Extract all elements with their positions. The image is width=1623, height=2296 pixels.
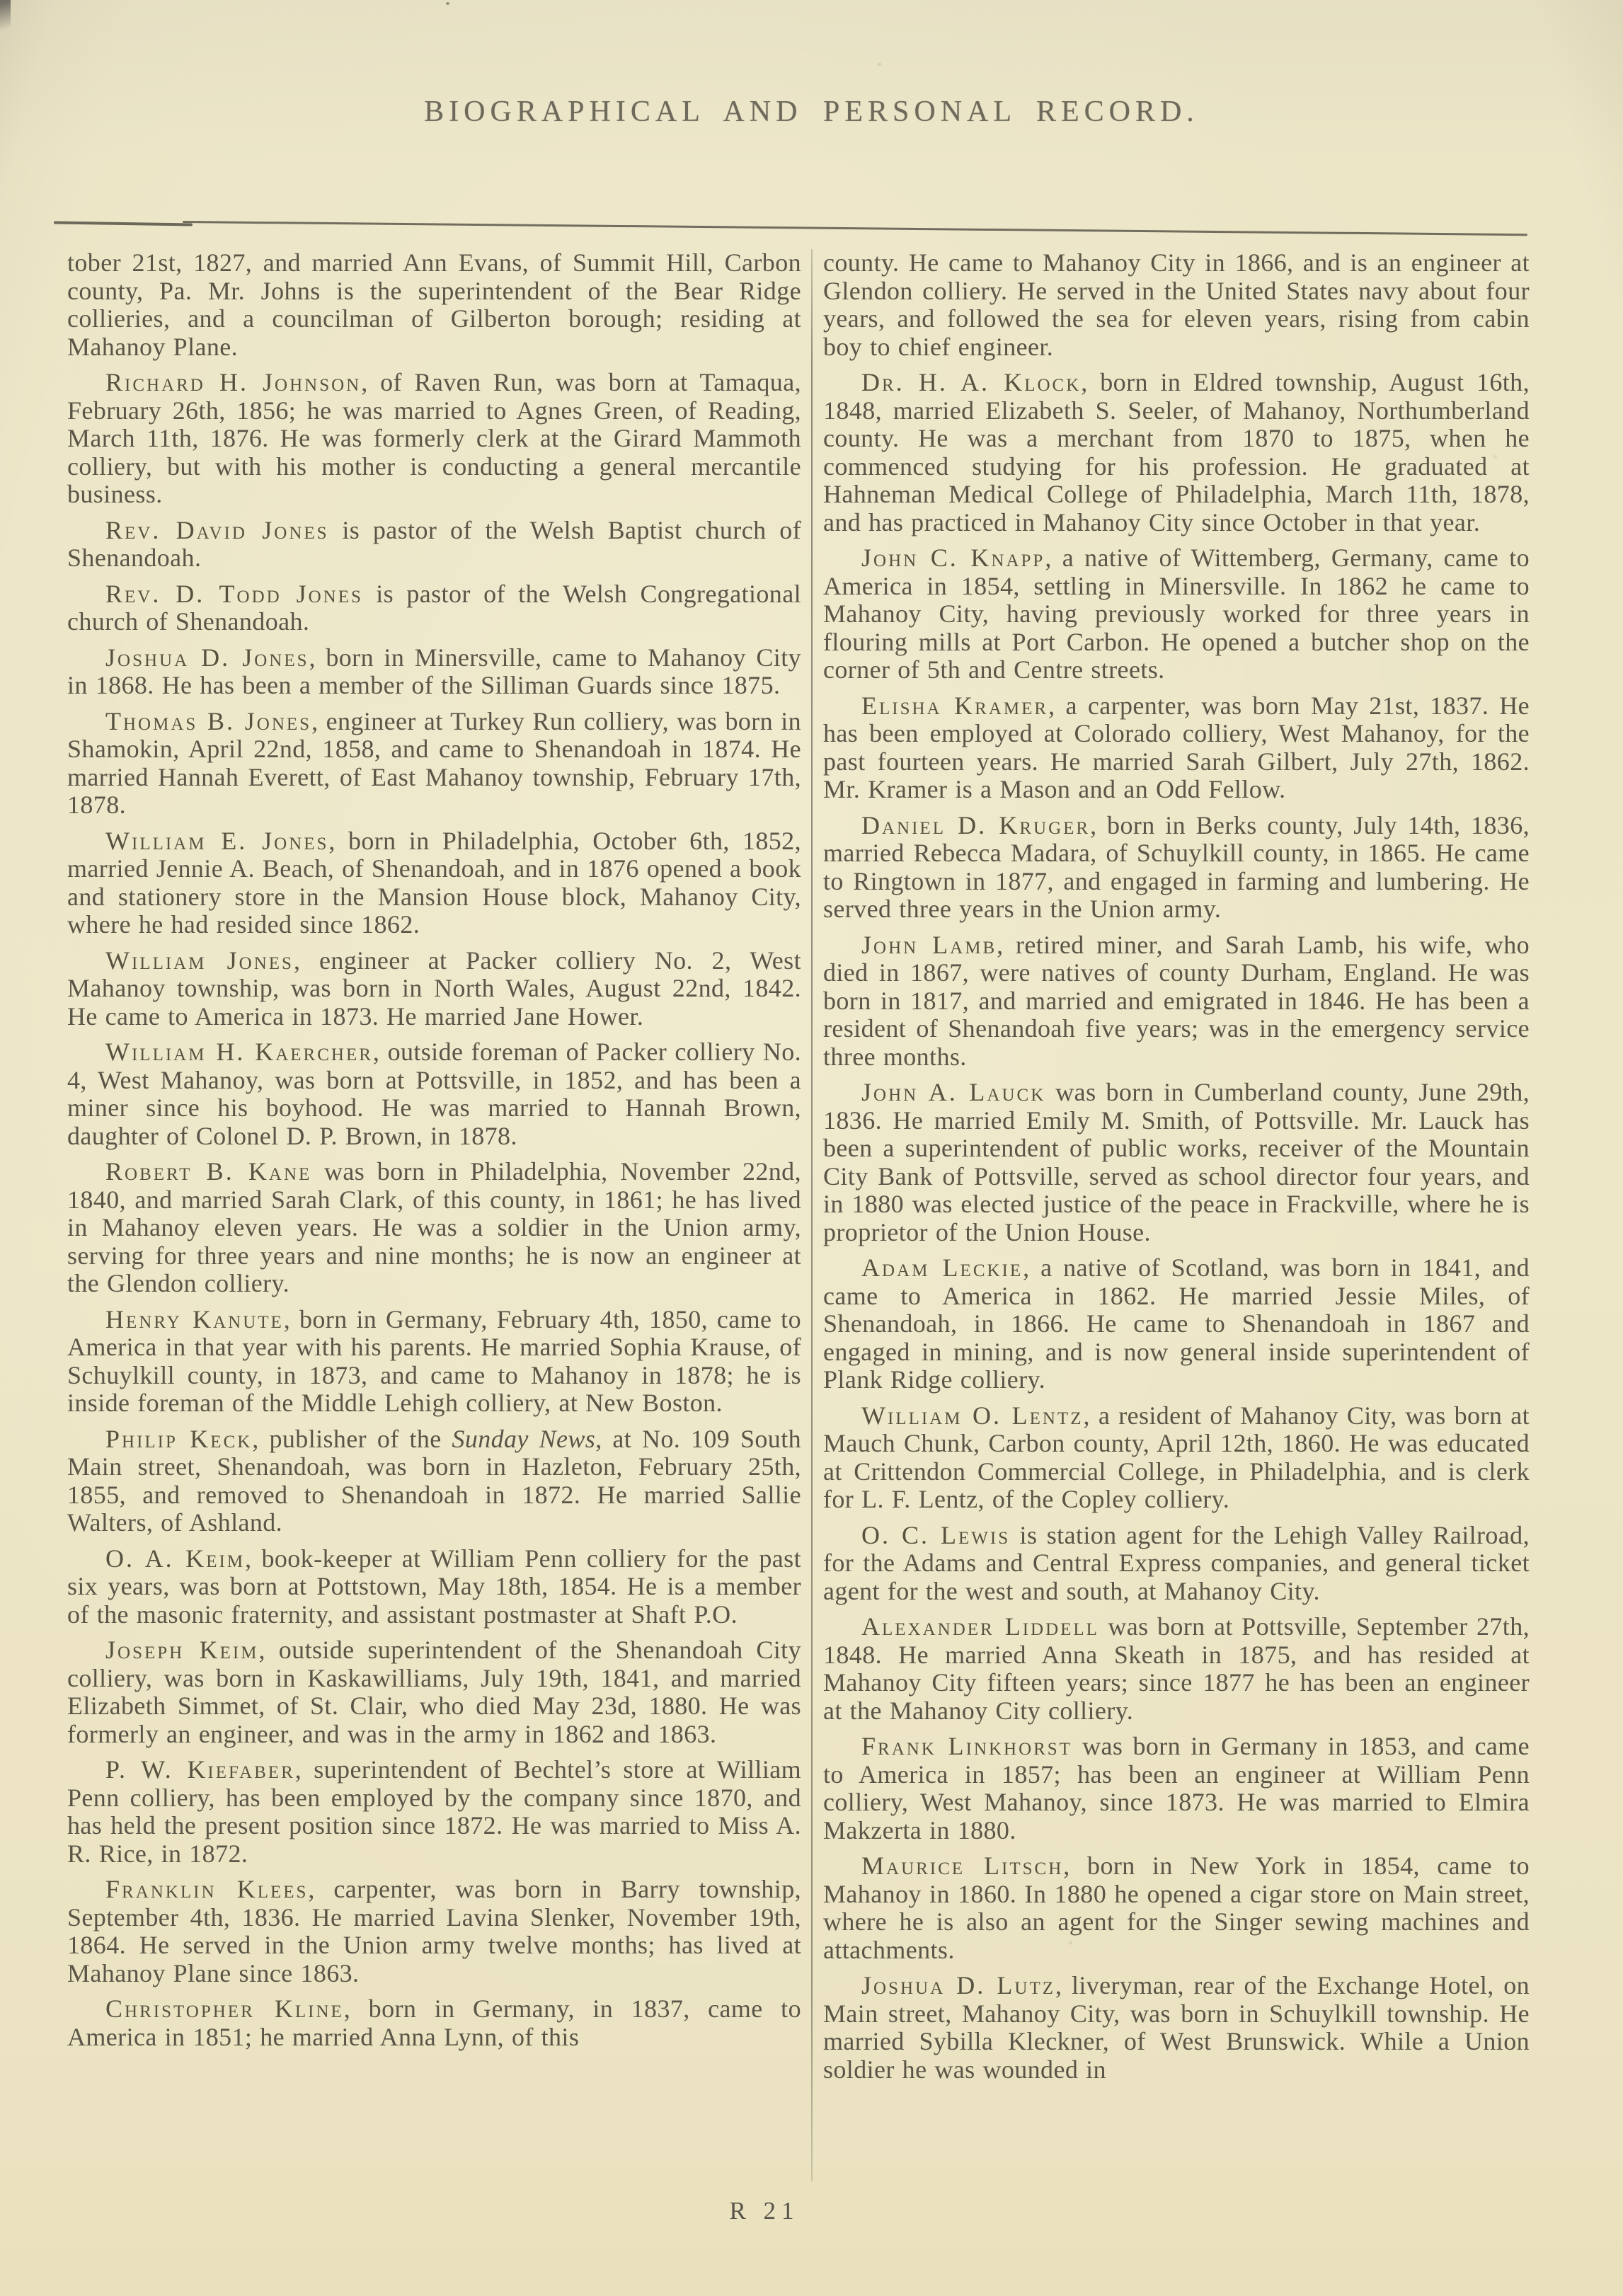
scan-speck-artifact	[446, 2, 449, 5]
person-name: Henry Kanute	[105, 1304, 284, 1333]
bio-paragraph: Thomas B. Jones, engineer at Turkey Run colliery, was born in Shamokin, April 22nd, 1858, and came to Shenandoah in 1874. He married Hannah Everett, of East Mahanoy township, February 17th, 1878.	[67, 706, 802, 819]
text-column-left	[67, 249, 801, 2059]
bio-paragraph: P. W. Kiefaber, superintendent of Bechtel’s store at William Penn colliery, has been employed by the company since 1870, and has held the present position since 1872. He was married to Miss A. R. Rice, in 1872.	[67, 1755, 801, 1868]
bio-paragraph: Dr. H. A. Klock, born in Eldred township, August 16th, 1848, married Elizabeth S. Seeler, of Mahanoy, Northumberland county. He was a merchant from 1870 to 1875, when he commenced studying for his profession. He graduated at Hahneman Medical College of Philadelphia, March 11th, 1878, and has practiced in Mahanoy City since October in that year.	[823, 368, 1530, 536]
bio-paragraph: John Lamb, retired miner, and Sarah Lamb, his wife, who died in 1867, were natives of county Durham, England. He was born in 1817, and married and emigrated in 1846. He has been a resident of Shenandoah five years; was in the emergency service three months.	[823, 930, 1530, 1071]
person-name: O. C. Lewis	[861, 1520, 1011, 1549]
bio-paragraph: Alexander Liddell was born at Pottsville, September 27th, 1848. He married Anna Skeath in 1875, and has resided at Mahanoy City fifteen years; since 1877 he has been an engineer at the Mahanoy City colliery.	[823, 1612, 1530, 1725]
person-name: Joseph Keim	[105, 1636, 259, 1664]
person-name: Joshua D. Jones	[105, 643, 309, 672]
person-name: William Jones	[105, 946, 294, 975]
bio-paragraph: Christopher Kline, born in Germany, in 1837, came to America in 1851; he married Anna Lynn, of this	[67, 1994, 801, 2051]
header-rule	[183, 221, 1527, 236]
bio-paragraph: Philip Keck, publisher of the Sunday News, at No. 109 South Main street, Shenandoah, was born in Hazleton, February 25th, 1855, and removed to Shenandoah in 1872. He married Sallie Walters, of Ashland.	[67, 1424, 801, 1537]
person-name: Richard H. Johnson	[105, 368, 362, 396]
person-name: Adam Leckie	[861, 1253, 1023, 1282]
person-name: Elisha Kramer	[861, 691, 1049, 720]
bio-paragraph: William E. Jones, born in Philadelphia, October 6th, 1852, married Jennie A. Beach, of Shenandoah, and in 1876 opened a book and stationery store in the Mansion House block, Mahanoy City, where he had resided since 1862.	[67, 826, 801, 939]
person-name: Joshua D. Lutz	[861, 1971, 1056, 1999]
person-name: Thomas B. Jones	[105, 706, 312, 735]
person-name: Christopher Kline	[105, 1994, 344, 2023]
person-name: Alexander Liddell	[861, 1612, 1099, 1641]
column-divider-rule	[811, 249, 813, 2181]
page-header-title: BIOGRAPHICAL AND PERSONAL RECORD.	[424, 96, 1199, 128]
person-name: O. A. Keim	[105, 1544, 246, 1573]
bio-paragraph: Maurice Litsch, born in New York in 1854, came to Mahanoy in 1860. In 1880 he opened a cigar store on Main street, where he is also an agent for the Singer sewing machines and attachments.	[823, 1852, 1530, 1964]
printer-signature: R 21	[729, 2197, 800, 2225]
person-name: Dr. H. A. Klock	[861, 368, 1082, 396]
bio-paragraph: Joshua D. Lutz, liveryman, rear of the Exchange Hotel, on Main street, Mahanoy City, was born in Schuylkill township. He married Sybilla Kleckner, of West Brunswick. While a Union soldier he was wounded in	[823, 1971, 1530, 2084]
person-name: P. W. Kiefaber	[105, 1755, 295, 1784]
person-name: Rev. D. Todd Jones	[105, 579, 363, 608]
person-name: John Lamb	[861, 930, 997, 959]
person-name: William O. Lentz	[861, 1401, 1084, 1430]
person-name: John A. Lauck	[861, 1078, 1046, 1106]
person-name: John C. Knapp	[861, 544, 1045, 572]
bio-paragraph: Elisha Kramer, a carpenter, was born May 21st, 1837. He has been employed at Colorado colliery, West Mahanoy, for the past fourteen years. He married Sarah Gilbert, July 27th, 1862. Mr. Kramer is a Mason and an Odd Fellow.	[823, 691, 1530, 803]
text-column-right	[823, 249, 1530, 2091]
bio-paragraph: O. A. Keim, book-keeper at William Penn colliery for the past six years, was born at Pottstown, May 18th, 1854. He is a member of the masonic fraternity, and assistant postmaster at Shaft P.O.	[67, 1544, 801, 1629]
bio-paragraph: Franklin Klees, carpenter, was born in Barry township, September 4th, 1836. He married Lavina Slenker, November 19th, 1864. He served in the Union army twelve months; has lived at Mahanoy Plane since 1863.	[67, 1875, 801, 1987]
person-name: Philip Keck	[105, 1424, 253, 1453]
bio-paragraph: William O. Lentz, a resident of Mahanoy City, was born at Mauch Chunk, Carbon county, April 12th, 1860. He was educated at Crittendon Commercial College, in Philadelphia, and is clerk for L. F. Lentz, of the Copley colliery.	[823, 1401, 1530, 1513]
person-name: William E. Jones	[105, 826, 329, 855]
bio-paragraph: William H. Kaercher, outside foreman of Packer colliery No. 4, West Mahanoy, was born at Pottsville, in 1852, and has been a miner since his boyhood. He was married to Hannah Brown, daughter of Colonel D. P. Brown, in 1878.	[67, 1038, 801, 1150]
bio-paragraph: Henry Kanute, born in Germany, February 4th, 1850, came to America in that year with his parents. He married Sophia Krause, of Schuylkill county, in 1873, and came to Mahanoy in 1878; he is inside foreman of the Middle Lehigh colliery, at New Boston.	[67, 1304, 801, 1417]
header-rule-segment	[54, 221, 193, 226]
bio-paragraph: Robert B. Kane was born in Philadelphia, November 22nd, 1840, and married Sarah Clark, of this county, in 1861; he has lived in Mahanoy eleven years. He was a soldier in the Union army, serving for three years and nine months; he is now an engineer at the Glendon colliery.	[67, 1157, 801, 1297]
bio-paragraph: Adam Leckie, a native of Scotland, was born in 1841, and came to America in 1862. He married Jessie Miles, of Shenandoah, in 1866. He came to Shenandoah in 1867 and engaged in mining, and is now general inside superintendent of Plank Ridge colliery.	[823, 1253, 1530, 1394]
bio-paragraph: Daniel D. Kruger, born in Berks county, July 14th, 1836, married Rebecca Madara, of Schuylkill county, in 1865. He came to Ringtown in 1877, and engaged in farming and lumbering. He served three years in the Union army.	[823, 810, 1530, 923]
bio-paragraph: John A. Lauck was born in Cumberland county, June 29th, 1836. He married Emily M. Smith, of Pottsville. Mr. Lauck has been a superintendent of public works, receiver of the Mountain City Bank of Pottsville, served as school director four years, and in 1880 was elected justice of the peace in Frackville, where he is proprietor of the Union House.	[823, 1078, 1530, 1246]
bio-paragraph: tober 21st, 1827, and married Ann Evans, of Summit Hill, Carbon county, Pa. Mr. Johns is the superintendent of the Bear Ridge collieries, and a councilman of Gilberton borough; residing at Mahanoy Plane.	[67, 248, 801, 361]
bio-paragraph: Joshua D. Jones, born in Minersville, came to Mahanoy City in 1868. He has been a member of the Silliman Guards since 1875.	[67, 643, 801, 699]
bio-paragraph: William Jones, engineer at Packer colliery No. 2, West Mahanoy township, was born in North Wales, August 22nd, 1842. He came to America in 1873. He married Jane Hower.	[67, 946, 801, 1031]
bio-paragraph: county. He came to Mahanoy City in 1866, and is an engineer at Glendon colliery. He served in the United States navy about four years, and followed the sea for eleven years, rising from cabin boy to chief engineer.	[823, 248, 1530, 361]
bio-paragraph: Joseph Keim, outside superintendent of the Shenandoah City colliery, was born in Kaskawilliams, July 19th, 1841, and married Elizabeth Simmet, of St. Clair, who died May 23d, 1880. He was formerly an engineer, and was in the army in 1862 and 1863.	[67, 1636, 801, 1748]
person-name: William H. Kaercher	[105, 1038, 373, 1066]
person-name: Robert B. Kane	[105, 1157, 312, 1186]
bio-paragraph: Richard H. Johnson, of Raven Run, was born at Tamaqua, February 26th, 1856; he was married to Agnes Green, of Reading, March 11th, 1876. He was formerly clerk at the Girard Mammoth colliery, but with his mother is conducting a general mercantile business.	[67, 368, 801, 508]
person-name: Rev. David Jones	[105, 515, 329, 544]
person-name: Daniel D. Kruger	[861, 810, 1091, 839]
bio-paragraph: Rev. David Jones is pastor of the Welsh Baptist church of Shenandoah.	[67, 515, 801, 572]
bio-paragraph: John C. Knapp, a native of Wittemberg, Germany, came to America in 1854, settling in Minersville. In 1862 he came to Mahanoy City, having previously worked for three years in flouring mills at Port Carbon. He opened a butcher shop on the corner of 5th and Centre streets.	[823, 544, 1530, 684]
person-name: Franklin Klees	[105, 1875, 309, 1903]
bio-paragraph: Frank Linkhorst was born in Germany in 1853, and came to America in 1857; has been an engineer at William Penn colliery, West Mahanoy, since 1873. He was married to Elmira Makzerta in 1880.	[823, 1732, 1530, 1844]
bio-paragraph: O. C. Lewis is station agent for the Lehigh Valley Railroad, for the Adams and Central Express companies, and general ticket agent for the west and south, at Mahanoy City.	[823, 1520, 1530, 1605]
person-name: Frank Linkhorst	[861, 1732, 1072, 1760]
scan-corner-artifact	[0, 0, 11, 34]
italic-title: Sunday News	[452, 1424, 596, 1453]
bio-paragraph: Rev. D. Todd Jones is pastor of the Welsh Congregational church of Shenandoah.	[67, 579, 801, 636]
person-name: Maurice Litsch	[861, 1852, 1064, 1880]
